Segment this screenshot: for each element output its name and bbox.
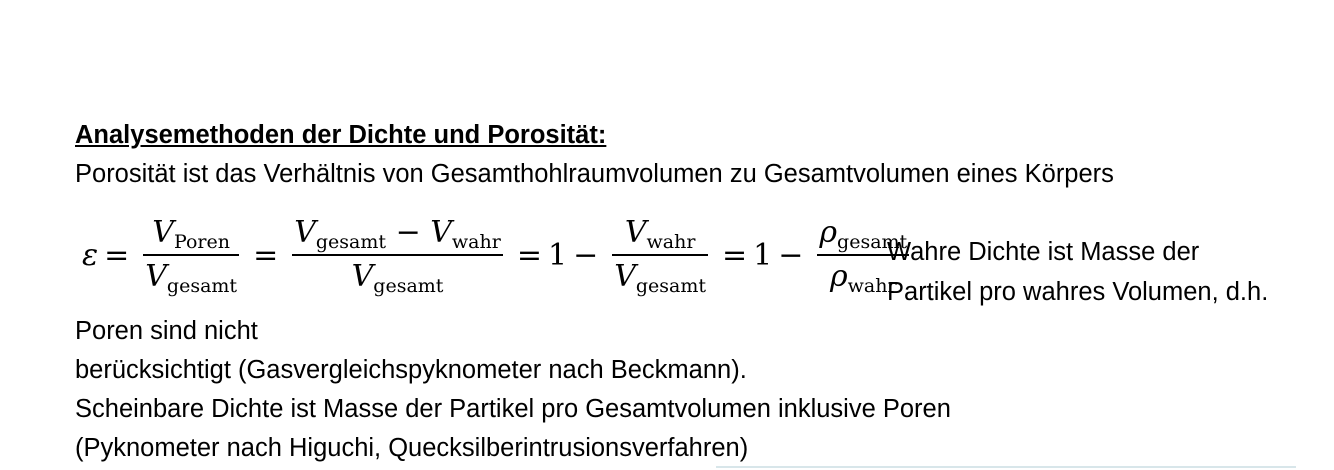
- side-text-line-2: Partikel pro wahres Volumen, d.h.: [887, 278, 1269, 306]
- subscript-poren: Poren: [173, 231, 230, 253]
- minus-sign: −: [573, 237, 599, 273]
- v-symbol: V: [294, 215, 316, 250]
- v-symbol: V: [614, 259, 636, 294]
- subscript-gesamt: gesamt: [635, 275, 707, 297]
- one-constant: 1: [547, 237, 568, 273]
- equals-sign: =: [253, 237, 279, 273]
- paragraph-line-2: berücksichtigt (Gasvergleichspyknometer nach Beckmann).: [75, 356, 747, 384]
- v-symbol: V: [152, 215, 174, 250]
- subscript-wahr: wahr: [847, 275, 897, 297]
- porosity-definition: Porosität ist das Verhältnis von Gesamthohlraumvolumen zu Gesamtvolumen eines Körpers: [75, 160, 1114, 188]
- subscript-wahr: wahr: [451, 231, 501, 253]
- v-symbol: V: [430, 215, 452, 250]
- one-constant: 1: [753, 237, 773, 273]
- v-symbol: V: [145, 259, 167, 294]
- paragraph-line-1: Poren sind nicht: [75, 317, 258, 345]
- equals-sign: =: [722, 237, 748, 273]
- epsilon-symbol: ε: [82, 237, 99, 273]
- subscript-gesamt: gesamt: [315, 231, 387, 253]
- minus-sign: −: [395, 215, 421, 250]
- equals-sign: =: [516, 237, 542, 273]
- subscript-gesamt: gesamt: [166, 275, 238, 297]
- rho-symbol: ρ: [819, 215, 838, 250]
- minus-sign: −: [778, 237, 804, 273]
- paragraph-line-3: Scheinbare Dichte ist Masse der Partikel pro Gesamtvolumen inklusive Poren: [75, 395, 951, 423]
- bottom-divider: [716, 466, 1296, 468]
- equals-sign: =: [104, 237, 130, 273]
- subscript-gesamt: gesamt: [837, 231, 908, 253]
- fraction-wahr-over-gesamt: [612, 215, 708, 297]
- fraction-difference-over-gesamt: [292, 215, 503, 297]
- subscript-gesamt: gesamt: [373, 275, 444, 297]
- v-symbol: V: [624, 215, 647, 250]
- porosity-formula: [82, 210, 917, 300]
- v-symbol: V: [351, 259, 374, 294]
- fraction-poren-over-gesamt: [143, 215, 239, 297]
- paragraph-line-4: (Pyknometer nach Higuchi, Quecksilberintrusionsverfahren): [75, 434, 749, 462]
- section-heading: Analysemethoden der Dichte und Porosität:: [75, 121, 607, 149]
- side-text-line-1: Wahre Dichte ist Masse der: [887, 238, 1200, 266]
- subscript-wahr: wahr: [646, 231, 696, 253]
- rho-symbol: ρ: [830, 259, 848, 294]
